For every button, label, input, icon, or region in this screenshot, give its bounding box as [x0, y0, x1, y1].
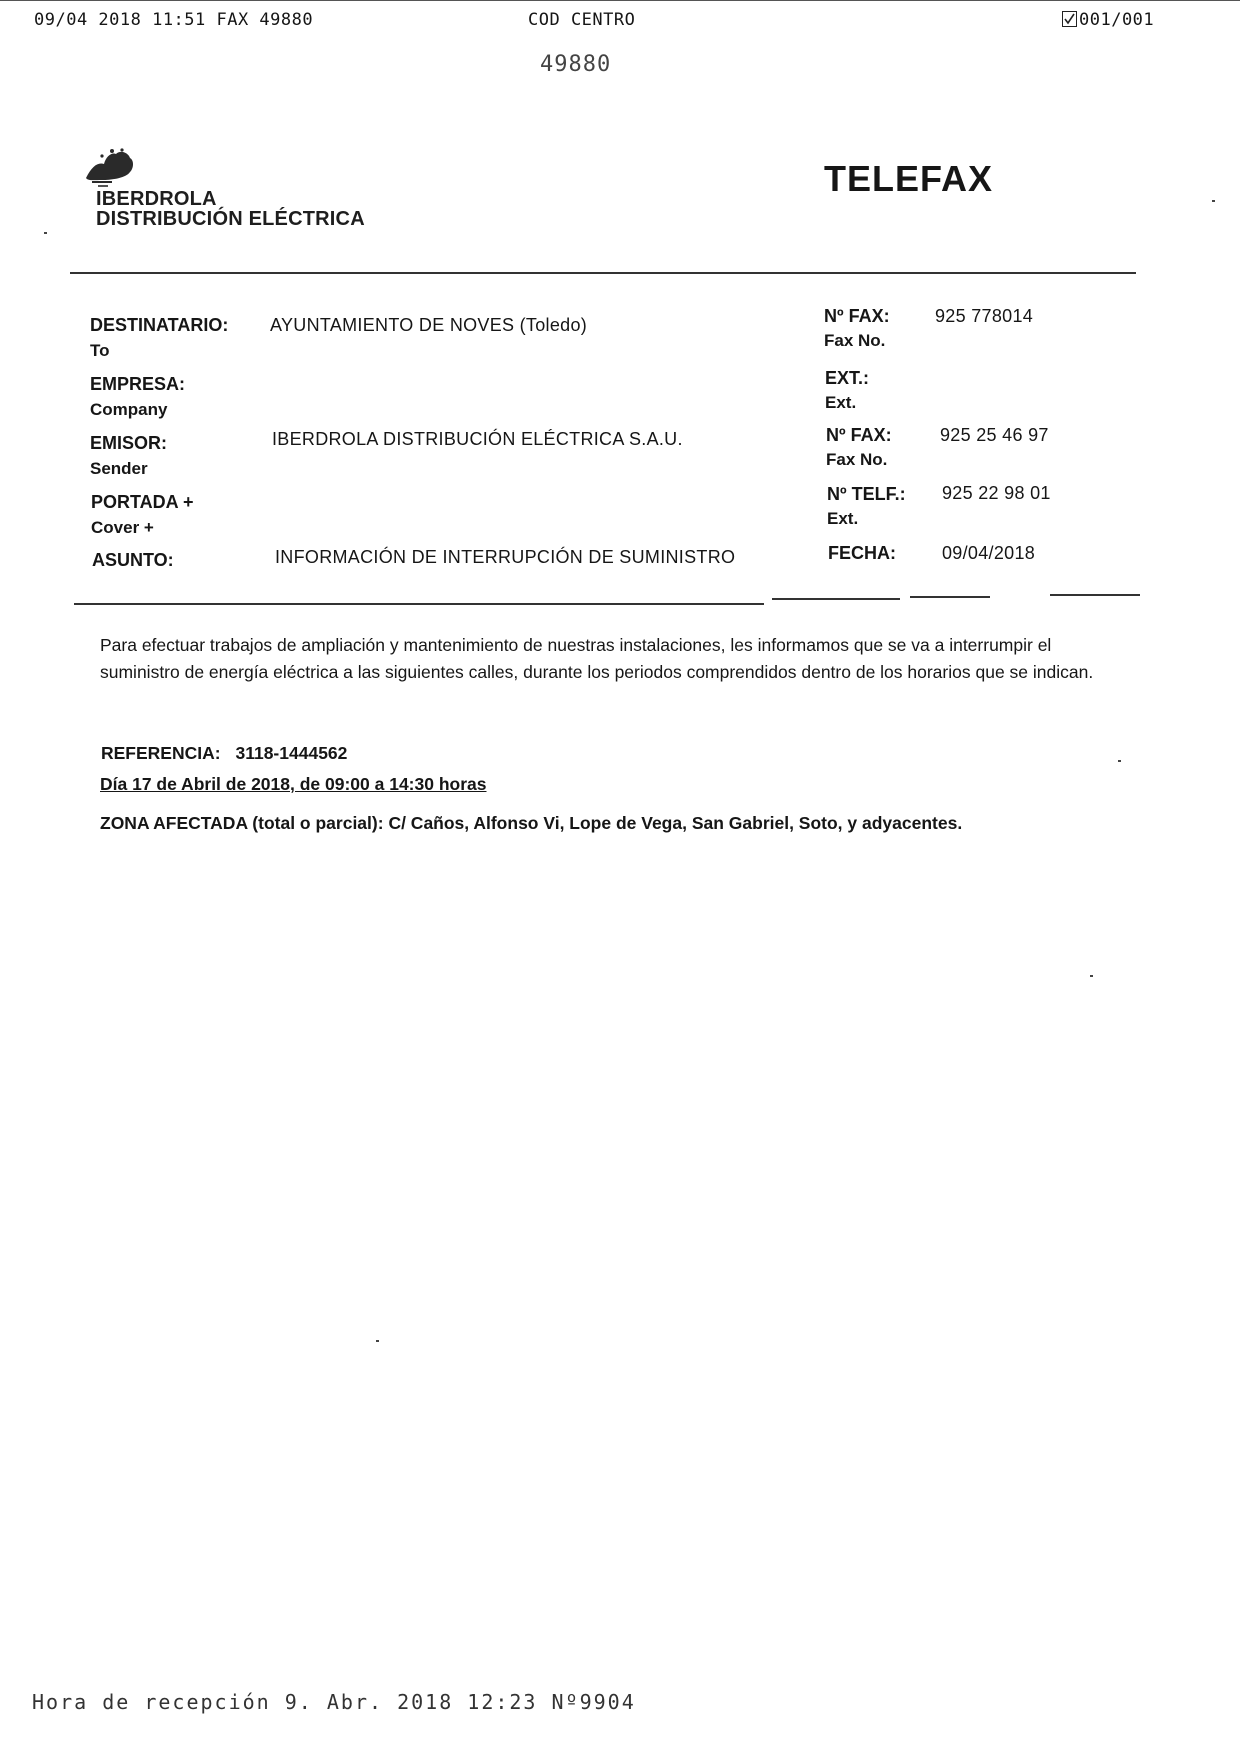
fax-to-value: 925 778014	[935, 306, 1034, 326]
destinatario-value: AYUNTAMIENTO DE NOVES (Toledo)	[270, 315, 588, 335]
fecha-label: FECHA:	[828, 543, 896, 563]
fax-to-label: Nº FAX:	[824, 306, 890, 326]
tele-value: 925 22 98 01	[942, 483, 1051, 503]
fax-header-datetime: 09/04 2018 11:51 FAX 49880	[34, 10, 314, 30]
emisor-label: EMISOR:	[90, 433, 168, 453]
referencia-line	[101, 743, 347, 764]
emisor-sublabel: Sender	[90, 459, 148, 478]
bottom-divider-right	[1050, 594, 1140, 596]
scan-speck	[1090, 975, 1093, 977]
top-divider	[70, 272, 1136, 274]
bottom-divider-mid	[772, 598, 900, 600]
fax-from-sublabel: Fax No.	[826, 450, 888, 469]
zona-value: C/ Caños, Alfonso Vi, Lope de Vega, San Gabriel, Soto, y adyacentes.	[388, 813, 963, 833]
logo-line-1: IBERDROLA	[96, 188, 217, 210]
referencia-value: 3118-1444562	[235, 743, 348, 763]
document-title: TELEFAX	[824, 158, 994, 199]
portada-sublabel: Cover +	[91, 518, 154, 537]
zona-paragraph	[100, 810, 980, 837]
scan-speck	[1118, 760, 1121, 762]
logo-line-2: DISTRIBUCIÓN ELÉCTRICA	[96, 208, 365, 230]
destinatario-sublabel: To	[90, 341, 110, 360]
fax-to-sublabel: Fax No.	[824, 331, 886, 350]
fax-number-stamp: 49880	[540, 52, 612, 77]
intro-paragraph: Para efectuar trabajos de ampliación y mantenimiento de nuestras instalaciones, les informamos que se va a interrumpir el suministro de energía eléctrica a las siguientes calles, durante los periodos comprendidos dentro de los horarios que se indican.	[100, 635, 1094, 682]
empresa-label: EMPRESA:	[90, 374, 186, 394]
scan-speck	[376, 1340, 379, 1342]
fax-header-center: COD CENTRO	[528, 10, 636, 30]
destinatario-label: DESTINATARIO:	[90, 315, 229, 335]
iberdrola-logo-icon	[82, 148, 136, 190]
asunto-value: INFORMACIÓN DE INTERRUPCIÓN DE SUMINISTRO	[275, 547, 736, 567]
scan-speck	[1212, 200, 1215, 202]
asunto-label: ASUNTO:	[92, 550, 174, 570]
portada-label: PORTADA +	[91, 492, 194, 512]
fax-header-page	[1062, 10, 1154, 30]
reception-stamp: Hora de recepción 9. Abr. 2018 12:23 Nº9904	[32, 1690, 636, 1714]
schedule-line: Día 17 de Abril de 2018, de 09:00 a 14:30 horas	[100, 774, 487, 794]
referencia-label: REFERENCIA:	[101, 743, 221, 763]
fax-page-count: 001/001	[1079, 10, 1155, 30]
tele-label: Nº TELF.:	[827, 484, 906, 504]
bottom-divider-left	[74, 603, 764, 605]
tele-sublabel: Ext.	[827, 509, 859, 528]
zona-label: ZONA AFECTADA (total o parcial):	[100, 813, 384, 833]
fecha-value: 09/04/2018	[942, 543, 1036, 563]
empresa-sublabel: Company	[90, 400, 168, 419]
checkbox-icon	[1062, 11, 1077, 27]
scan-speck	[44, 232, 47, 234]
bottom-divider-mid2	[910, 596, 990, 598]
fax-header-rule	[0, 0, 1240, 1]
ext-label: EXT.:	[825, 368, 870, 388]
ext-sublabel: Ext.	[825, 393, 857, 412]
fax-from-value: 925 25 46 97	[940, 425, 1049, 445]
emisor-value: IBERDROLA DISTRIBUCIÓN ELÉCTRICA S.A.U.	[272, 429, 683, 449]
fax-from-label: Nº FAX:	[826, 425, 892, 445]
